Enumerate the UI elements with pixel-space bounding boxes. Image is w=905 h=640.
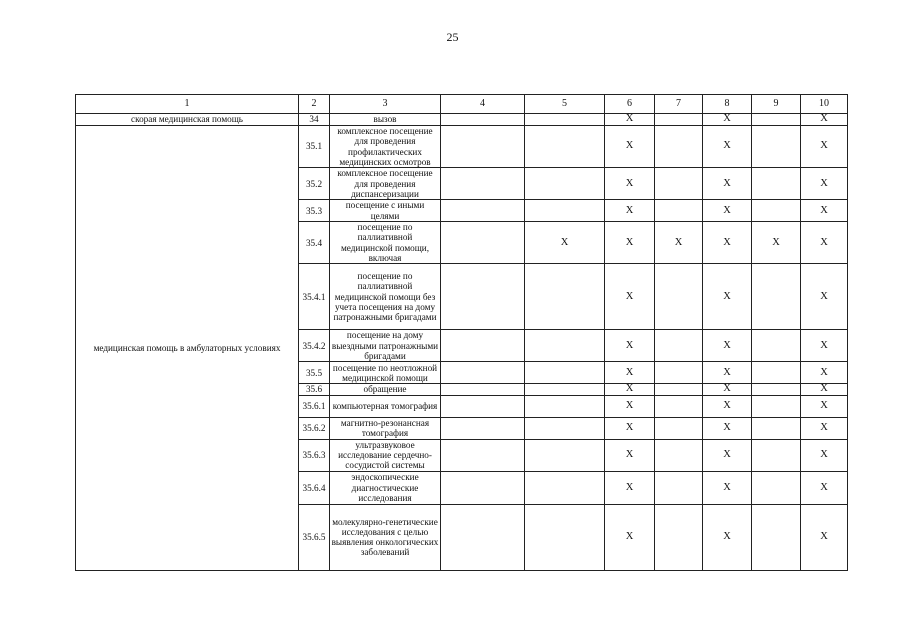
column-6-cell: X bbox=[605, 126, 655, 168]
column-6-cell: X bbox=[605, 362, 655, 384]
column-9-cell bbox=[752, 439, 801, 471]
column-7-cell bbox=[655, 362, 703, 384]
column-header: 4 bbox=[441, 95, 525, 114]
column-header: 5 bbox=[525, 95, 605, 114]
column-10-cell: X bbox=[801, 264, 848, 330]
column-header: 9 bbox=[752, 95, 801, 114]
row-code-cell: 35.6 bbox=[299, 384, 330, 395]
column-4-cell bbox=[441, 504, 525, 570]
column-7-cell bbox=[655, 395, 703, 417]
row-description-cell: посещение по неотложной медицинской помощи bbox=[330, 362, 441, 384]
row-code-cell: 35.4.1 bbox=[299, 264, 330, 330]
column-8-cell: X bbox=[703, 264, 752, 330]
column-7-cell bbox=[655, 200, 703, 222]
row-description-cell: комплексное посещение для проведения диспансеризации bbox=[330, 168, 441, 200]
column-7-cell bbox=[655, 384, 703, 395]
page-number: 25 bbox=[446, 30, 459, 44]
column-8-cell: X bbox=[703, 362, 752, 384]
row-description-cell: комплексное посещение для проведения профилактических медицинских осмотров bbox=[330, 126, 441, 168]
column-4-cell bbox=[441, 471, 525, 504]
row-description-cell: компьютерная томография bbox=[330, 395, 441, 417]
column-7-cell bbox=[655, 114, 703, 126]
column-7-cell bbox=[655, 417, 703, 439]
column-6-cell: X bbox=[605, 395, 655, 417]
row-code-cell: 35.4.2 bbox=[299, 330, 330, 362]
column-4-cell bbox=[441, 330, 525, 362]
row-description-cell: посещение по паллиативной медицинской помощи, включая bbox=[330, 222, 441, 264]
column-header: 7 bbox=[655, 95, 703, 114]
column-9-cell: X bbox=[752, 222, 801, 264]
column-4-cell bbox=[441, 126, 525, 168]
table-row bbox=[76, 126, 848, 168]
column-5-cell bbox=[525, 504, 605, 570]
column-10-cell: X bbox=[801, 471, 848, 504]
column-4-cell bbox=[441, 439, 525, 471]
column-5-cell: X bbox=[525, 222, 605, 264]
row-code-cell: 35.6.1 bbox=[299, 395, 330, 417]
column-6-cell: X bbox=[605, 384, 655, 395]
column-header: 8 bbox=[703, 95, 752, 114]
row-description-cell: посещение по паллиативной медицинской помощи без учета посещения на дому патронажными бригадами bbox=[330, 264, 441, 330]
column-8-cell: X bbox=[703, 114, 752, 126]
column-10-cell: X bbox=[801, 395, 848, 417]
column-7-cell bbox=[655, 126, 703, 168]
column-header: 1 bbox=[76, 95, 299, 114]
column-6-cell: X bbox=[605, 471, 655, 504]
row-code-cell: 35.2 bbox=[299, 168, 330, 200]
column-10-cell: X bbox=[801, 126, 848, 168]
row-description-cell: посещение на дому выездными патронажными бригадами bbox=[330, 330, 441, 362]
row-code-cell: 35.4 bbox=[299, 222, 330, 264]
row-code-cell: 35.6.5 bbox=[299, 504, 330, 570]
column-header: 3 bbox=[330, 95, 441, 114]
column-9-cell bbox=[752, 168, 801, 200]
column-6-cell: X bbox=[605, 114, 655, 126]
column-7-cell bbox=[655, 504, 703, 570]
column-9-cell bbox=[752, 504, 801, 570]
column-10-cell: X bbox=[801, 222, 848, 264]
column-5-cell bbox=[525, 126, 605, 168]
column-10-cell: X bbox=[801, 330, 848, 362]
column-9-cell bbox=[752, 395, 801, 417]
column-5-cell bbox=[525, 168, 605, 200]
column-9-cell bbox=[752, 126, 801, 168]
header-row bbox=[76, 95, 848, 114]
column-header: 2 bbox=[299, 95, 330, 114]
column-8-cell: X bbox=[703, 200, 752, 222]
column-4-cell bbox=[441, 384, 525, 395]
column-6-cell: X bbox=[605, 504, 655, 570]
column-9-cell bbox=[752, 417, 801, 439]
row-description-cell: посещение с иными целями bbox=[330, 200, 441, 222]
column-5-cell bbox=[525, 439, 605, 471]
column-9-cell bbox=[752, 114, 801, 126]
care-type-cell: медицинская помощь в амбулаторных условиях bbox=[76, 126, 299, 571]
column-10-cell: X bbox=[801, 168, 848, 200]
column-10-cell: X bbox=[801, 362, 848, 384]
column-9-cell bbox=[752, 264, 801, 330]
row-description-cell: магнитно-резонансная томография bbox=[330, 417, 441, 439]
column-7-cell bbox=[655, 330, 703, 362]
column-10-cell: X bbox=[801, 200, 848, 222]
column-7-cell bbox=[655, 471, 703, 504]
table-body bbox=[76, 114, 848, 571]
column-7-cell bbox=[655, 264, 703, 330]
column-6-cell: X bbox=[605, 168, 655, 200]
row-code-cell: 35.5 bbox=[299, 362, 330, 384]
column-8-cell: X bbox=[703, 222, 752, 264]
column-5-cell bbox=[525, 114, 605, 126]
column-5-cell bbox=[525, 384, 605, 395]
column-9-cell bbox=[752, 200, 801, 222]
row-code-cell: 35.6.3 bbox=[299, 439, 330, 471]
column-5-cell bbox=[525, 362, 605, 384]
row-description-cell: вызов bbox=[330, 114, 441, 126]
row-description-cell: обращение bbox=[330, 384, 441, 395]
column-8-cell: X bbox=[703, 126, 752, 168]
row-code-cell: 35.6.2 bbox=[299, 417, 330, 439]
column-8-cell: X bbox=[703, 417, 752, 439]
column-10-cell: X bbox=[801, 439, 848, 471]
column-5-cell bbox=[525, 330, 605, 362]
column-6-cell: X bbox=[605, 330, 655, 362]
row-code-cell: 34 bbox=[299, 114, 330, 126]
column-7-cell bbox=[655, 168, 703, 200]
table-row bbox=[76, 114, 848, 126]
data-table bbox=[75, 94, 848, 571]
column-9-cell bbox=[752, 384, 801, 395]
column-4-cell bbox=[441, 200, 525, 222]
column-4-cell bbox=[441, 264, 525, 330]
row-code-cell: 35.3 bbox=[299, 200, 330, 222]
column-6-cell: X bbox=[605, 264, 655, 330]
row-description-cell: молекулярно-генетические исследования с целью выявления онкологических заболеваний bbox=[330, 504, 441, 570]
column-6-cell: X bbox=[605, 439, 655, 471]
column-4-cell bbox=[441, 362, 525, 384]
column-6-cell: X bbox=[605, 417, 655, 439]
column-7-cell: X bbox=[655, 222, 703, 264]
column-5-cell bbox=[525, 471, 605, 504]
column-header: 10 bbox=[801, 95, 848, 114]
column-5-cell bbox=[525, 200, 605, 222]
column-7-cell bbox=[655, 439, 703, 471]
row-code-cell: 35.6.4 bbox=[299, 471, 330, 504]
column-9-cell bbox=[752, 362, 801, 384]
column-8-cell: X bbox=[703, 395, 752, 417]
column-8-cell: X bbox=[703, 471, 752, 504]
column-5-cell bbox=[525, 395, 605, 417]
column-10-cell: X bbox=[801, 417, 848, 439]
column-10-cell: X bbox=[801, 114, 848, 126]
row-code-cell: 35.1 bbox=[299, 126, 330, 168]
column-8-cell: X bbox=[703, 168, 752, 200]
column-4-cell bbox=[441, 168, 525, 200]
column-6-cell: X bbox=[605, 222, 655, 264]
column-8-cell: X bbox=[703, 330, 752, 362]
row-description-cell: ультразвуковое исследование сердечно-сосудистой системы bbox=[330, 439, 441, 471]
column-9-cell bbox=[752, 471, 801, 504]
column-4-cell bbox=[441, 114, 525, 126]
column-5-cell bbox=[525, 264, 605, 330]
column-10-cell: X bbox=[801, 384, 848, 395]
column-10-cell: X bbox=[801, 504, 848, 570]
column-header: 6 bbox=[605, 95, 655, 114]
row-description-cell: эндоскопические диагностические исследования bbox=[330, 471, 441, 504]
column-9-cell bbox=[752, 330, 801, 362]
column-8-cell: X bbox=[703, 504, 752, 570]
column-6-cell: X bbox=[605, 200, 655, 222]
column-8-cell: X bbox=[703, 439, 752, 471]
column-4-cell bbox=[441, 417, 525, 439]
column-8-cell: X bbox=[703, 384, 752, 395]
column-4-cell bbox=[441, 222, 525, 264]
column-5-cell bbox=[525, 417, 605, 439]
care-type-cell: скорая медицинская помощь bbox=[76, 114, 299, 126]
column-4-cell bbox=[441, 395, 525, 417]
